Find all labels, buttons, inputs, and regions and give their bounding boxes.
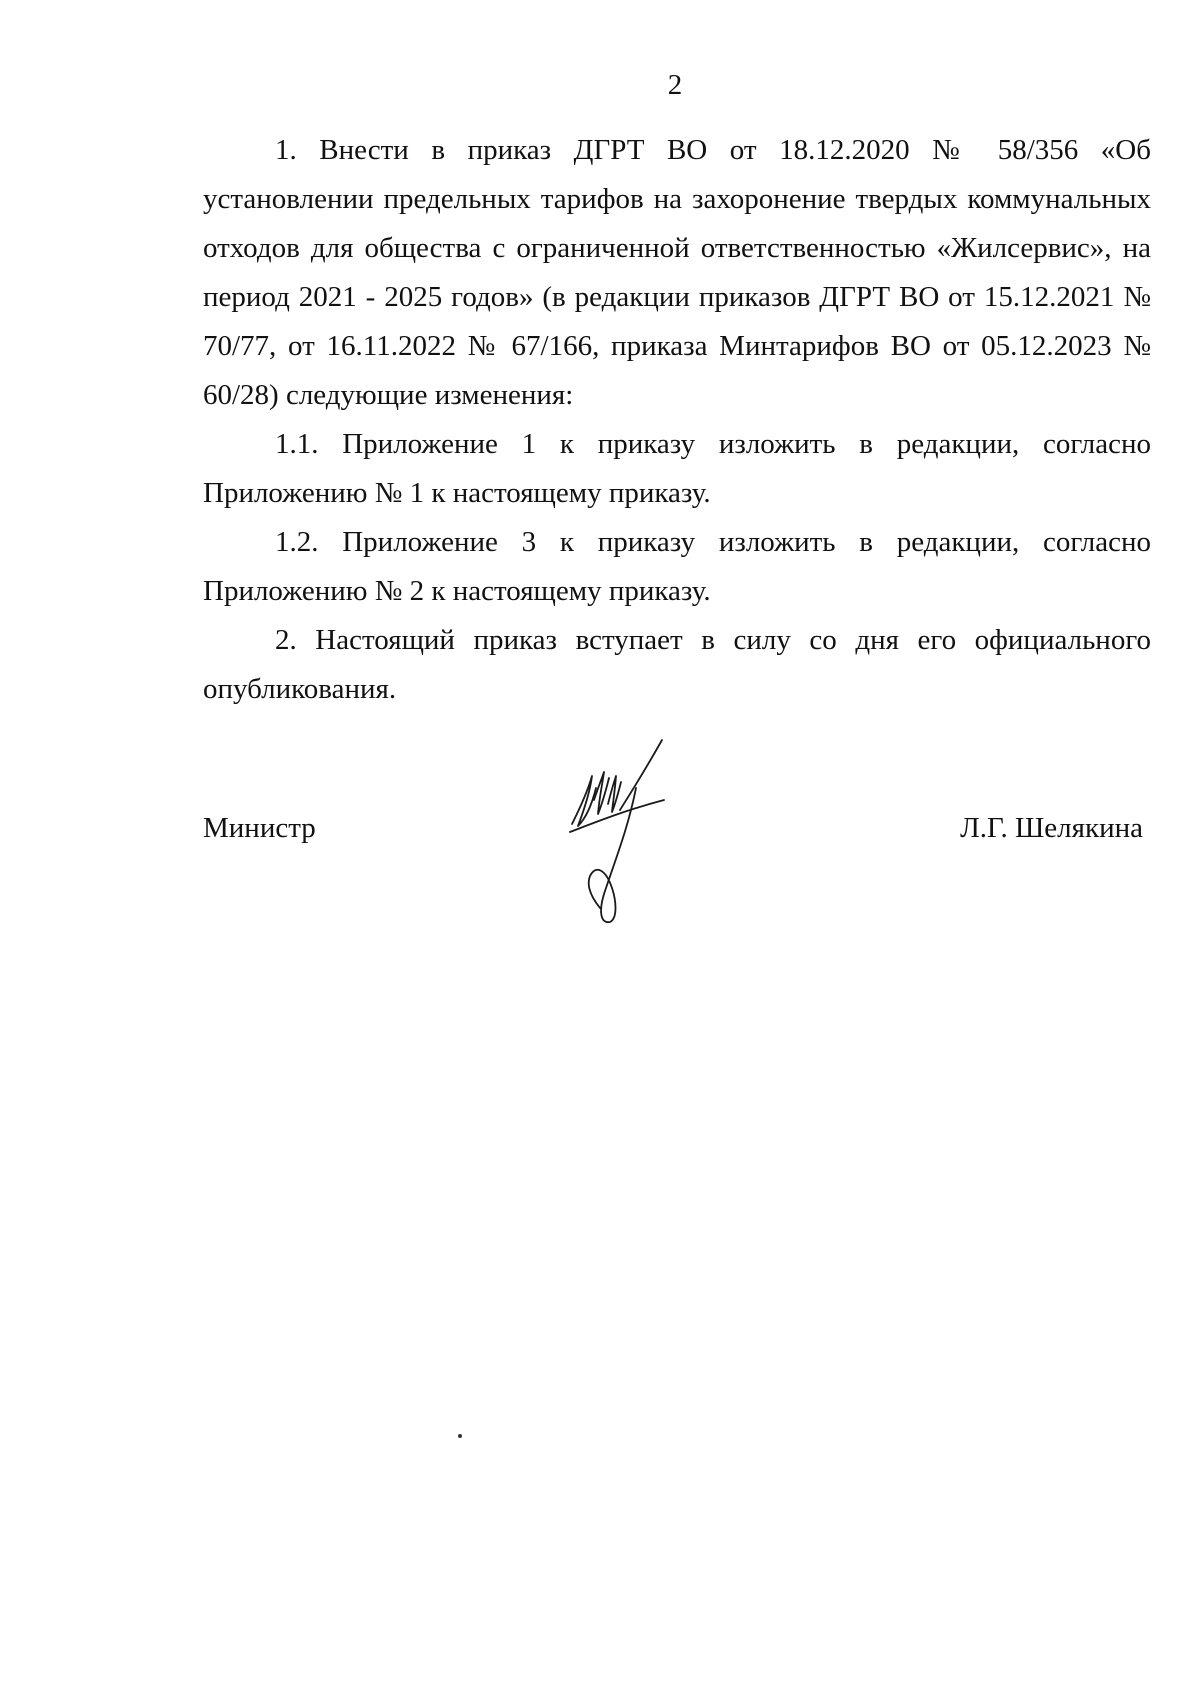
document-body bbox=[203, 126, 1151, 714]
scan-dot bbox=[458, 1434, 462, 1438]
paragraph-2-effective-date: 2. Настоящий приказ вступает в силу со дня его официального опубликования. bbox=[203, 624, 1151, 705]
paragraph-1-2-appendix-3: 1.2. Приложение 3 к приказу изложить в редакции, согласно Приложению № 2 к настоящему приказу. bbox=[203, 526, 1151, 607]
handwritten-signature-icon bbox=[566, 738, 686, 938]
signatory-position: Министр bbox=[203, 812, 316, 844]
page-number: 2 bbox=[667, 69, 683, 101]
paragraph-1-1-appendix-1: 1.1. Приложение 1 к приказу изложить в редакции, согласно Приложению № 1 к настоящему приказу. bbox=[203, 428, 1151, 509]
signatory-name: Л.Г. Шелякина bbox=[960, 812, 1143, 844]
paragraph-1-amendment: 1. Внести в приказ ДГРТ ВО от 18.12.2020 № 58/356 «Об установлении предельных тарифов на захоронение твердых коммунальных отходов для общества с ограниченной ответственностью «Жилсервис», на период 2021 - 2025 годов» (в редакции приказов ДГРТ ВО от 15.12.2021 № 70/77, от 16.11.2022 № 67/166, приказа Минтарифов ВО от 05.12.2023 № 60/28) следующие изменения: bbox=[203, 134, 1151, 411]
